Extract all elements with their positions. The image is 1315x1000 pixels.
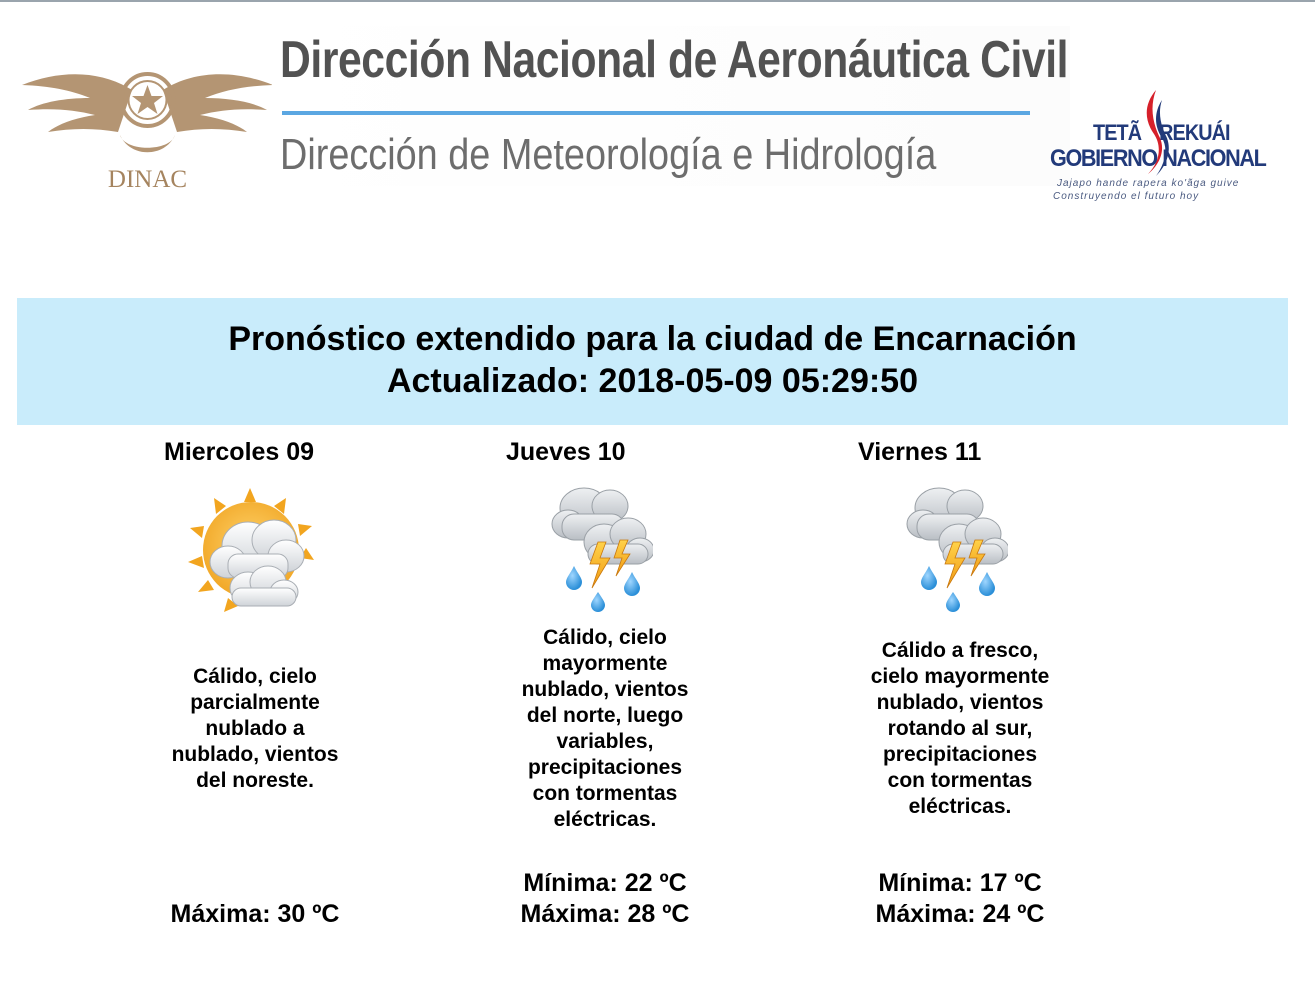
description-line: eléctricas. xyxy=(908,795,1012,818)
description-line: con tormentas xyxy=(532,782,678,805)
forecast-day-2 xyxy=(480,438,730,938)
description-line: nublado, vientos xyxy=(171,743,339,766)
description-line: parcialmente xyxy=(190,691,320,714)
description-line: rotando al sur, xyxy=(887,717,1033,740)
description-line: variables, xyxy=(556,730,654,753)
top-border xyxy=(0,0,1315,2)
day-description xyxy=(500,625,710,833)
gov-logo-rekuai: REKUÁI xyxy=(1159,120,1230,145)
description-line: nublado, vientos xyxy=(876,691,1044,714)
day-description xyxy=(855,638,1065,820)
header-divider xyxy=(282,111,1030,115)
thunderstorm-rain-icon xyxy=(903,484,1008,614)
temperature-min: Mínima: 17 ºC xyxy=(878,869,1042,897)
description-line: precipitaciones xyxy=(527,756,683,779)
description-line: Cálido a fresco, xyxy=(881,639,1039,662)
gov-logo-tagline-spanish: Construyendo el futuro hoy xyxy=(1053,191,1200,202)
temperature-min: Mínima: 22 ºC xyxy=(523,869,687,897)
temperature-max: Máxima: 30 ºC xyxy=(170,900,340,928)
emblem-text: DINAC xyxy=(107,166,188,193)
gobierno-nacional-logo xyxy=(1045,90,1275,205)
description-line: nublado, vientos xyxy=(521,678,689,701)
day-description xyxy=(150,664,360,794)
partly-cloudy-sun-icon xyxy=(188,488,323,618)
day-name: Jueves 10 xyxy=(506,438,626,466)
gov-logo-line1 xyxy=(1093,120,1230,146)
description-line: cielo mayormente xyxy=(870,665,1050,688)
forecast-title-bar xyxy=(17,298,1288,425)
description-line: mayormente xyxy=(542,652,668,675)
description-line: precipitaciones xyxy=(882,743,1038,766)
description-line: eléctricas. xyxy=(553,808,657,831)
thunderstorm-rain-icon xyxy=(548,484,653,614)
description-line: con tormentas xyxy=(887,769,1033,792)
description-line: del noreste. xyxy=(196,769,314,792)
gov-logo-line2 xyxy=(1050,145,1265,173)
forecast-day-3 xyxy=(835,438,1085,938)
day-name: Miercoles 09 xyxy=(164,438,315,466)
gov-logo-tagline-guarani: Jajapo hande rapera ko'ãga guive xyxy=(1057,178,1240,189)
description-line: nublado a xyxy=(205,717,305,740)
temperature-max: Máxima: 28 ºC xyxy=(520,900,690,928)
forecast-updated: Actualizado: 2018-05-09 05:29:50 xyxy=(386,362,919,400)
description-line: del norte, luego xyxy=(526,704,684,727)
description-line: Cálido, cielo xyxy=(193,665,317,688)
forecast-day-1 xyxy=(130,438,380,938)
day-name: Viernes 11 xyxy=(858,438,982,466)
header-banner xyxy=(272,26,1070,186)
forecast-title: Pronóstico extendido para la ciudad de Encarnación xyxy=(228,320,1077,358)
org-name: Dirección Nacional de Aeronáutica Civil xyxy=(280,31,1069,89)
gov-logo-teta: TETÃ xyxy=(1093,120,1142,145)
org-subtitle: Dirección de Meteorología e Hidrología xyxy=(280,130,937,179)
description-line: Cálido, cielo xyxy=(543,626,667,649)
gov-logo-nacional: NACIONAL xyxy=(1162,145,1266,172)
temperature-max: Máxima: 24 ºC xyxy=(875,900,1045,928)
dinac-emblem-logo xyxy=(20,40,275,200)
gov-logo-gobierno: GOBIERNO xyxy=(1050,145,1157,172)
